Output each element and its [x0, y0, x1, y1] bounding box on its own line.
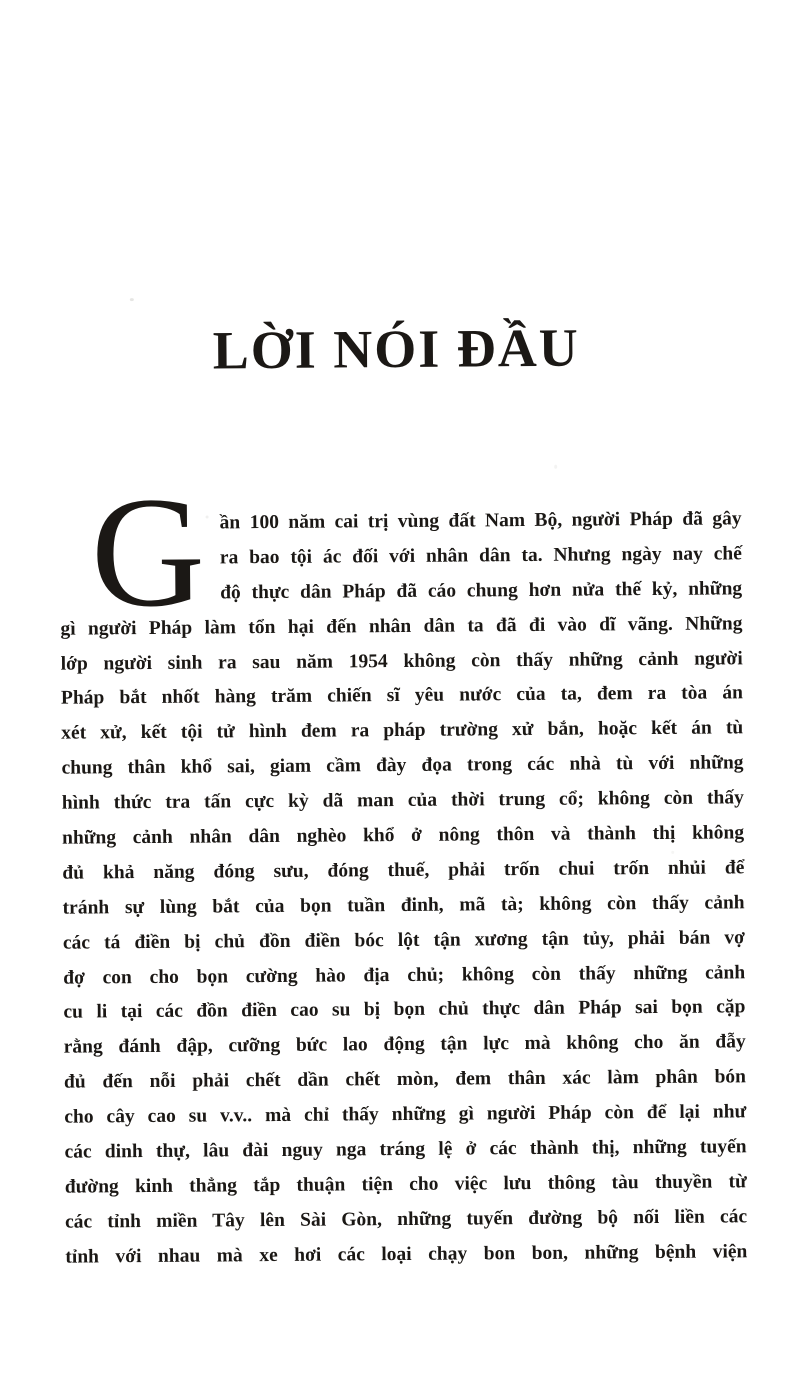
text-line: ra bao tội ác đối với nhân dân ta. Nhưng ngày nay chế	[219, 543, 742, 569]
text-line: Pháp bắt nhốt hàng trăm chiến sĩ yêu nước của ta, đem ra tòa án	[60, 682, 744, 710]
text-line: đủ đến nỗi phải chết dần chết mòn, đem thân xác làm phân bón	[63, 1066, 747, 1093]
text-line: tránh sự lùng bắt của bọn tuần đinh, mã tà; không còn thấy cảnh	[62, 892, 745, 919]
text-line: các dinh thự, lâu đài nguy nga tráng lệ ở các thành thị, những tuyến	[64, 1136, 747, 1163]
text-line: độ thực dân Pháp đã cáo chung hơn nửa thế kỷ, những	[220, 578, 743, 604]
text-line: xét xử, kết tội tử hình đem ra pháp trường xử bắn, hoặc kết án tù	[61, 717, 744, 745]
scan-speck	[554, 465, 557, 469]
drop-cap-letter: G	[90, 464, 206, 641]
text-line: ần 100 năm cai trị vùng đất Nam Bộ, người Pháp đã gây	[219, 508, 742, 534]
text-line: tỉnh với nhau mà xe hơi các loại chạy bon bon, những bệnh viện	[65, 1240, 748, 1268]
text-line: những cảnh nhân dân nghèo khổ ở nông thôn và thành thị không	[62, 822, 745, 849]
text-line: gì người Pháp làm tổn hại đến nhân dân ta đã đi vào dĩ vãng. Những	[60, 612, 743, 640]
preface-paragraph	[59, 464, 748, 1275]
scan-speck	[206, 515, 209, 518]
text-line: đường kinh thẳng tắp thuận tiện cho việc lưu thông tàu thuyền từ	[64, 1171, 747, 1198]
text-line: cho cây cao su v.v.. mà chỉ thấy những gì người Pháp còn để lại như	[64, 1101, 747, 1128]
text-line: các tỉnh miền Tây lên Sài Gòn, những tuyến đường bộ nối liền các	[65, 1206, 748, 1233]
text-line: cu li tại các đồn điền cao su bị bọn chủ thực dân Pháp sai bọn cặp	[63, 996, 746, 1024]
text-line: các tá điền bị chủ đồn điền bóc lột tận xương tận tủy, phải bán vợ	[62, 926, 745, 954]
text-line: chung thân khổ sai, giam cầm đày đọa trong các nhà tù với những	[61, 752, 744, 779]
chapter-heading: LỜI NÓI ĐẦU	[212, 317, 581, 381]
text-line: hình thức tra tấn cực kỳ dã man của thời trung cổ; không còn thấy	[61, 787, 744, 814]
scan-speck	[130, 298, 134, 301]
text-line: rằng đánh đập, cưỡng bức lao động tận lực mà không cho ăn đẫy	[63, 1031, 746, 1059]
text-line: đủ khả năng đóng sưu, đóng thuế, phải trốn chui trốn nhủi để	[62, 857, 745, 884]
text-line: đợ con cho bọn cường hào địa chủ; không còn thấy những cảnh	[63, 961, 746, 989]
scan-speck	[671, 851, 674, 854]
text-line: lớp người sinh ra sau năm 1954 không còn thấy những cảnh người	[60, 647, 743, 675]
